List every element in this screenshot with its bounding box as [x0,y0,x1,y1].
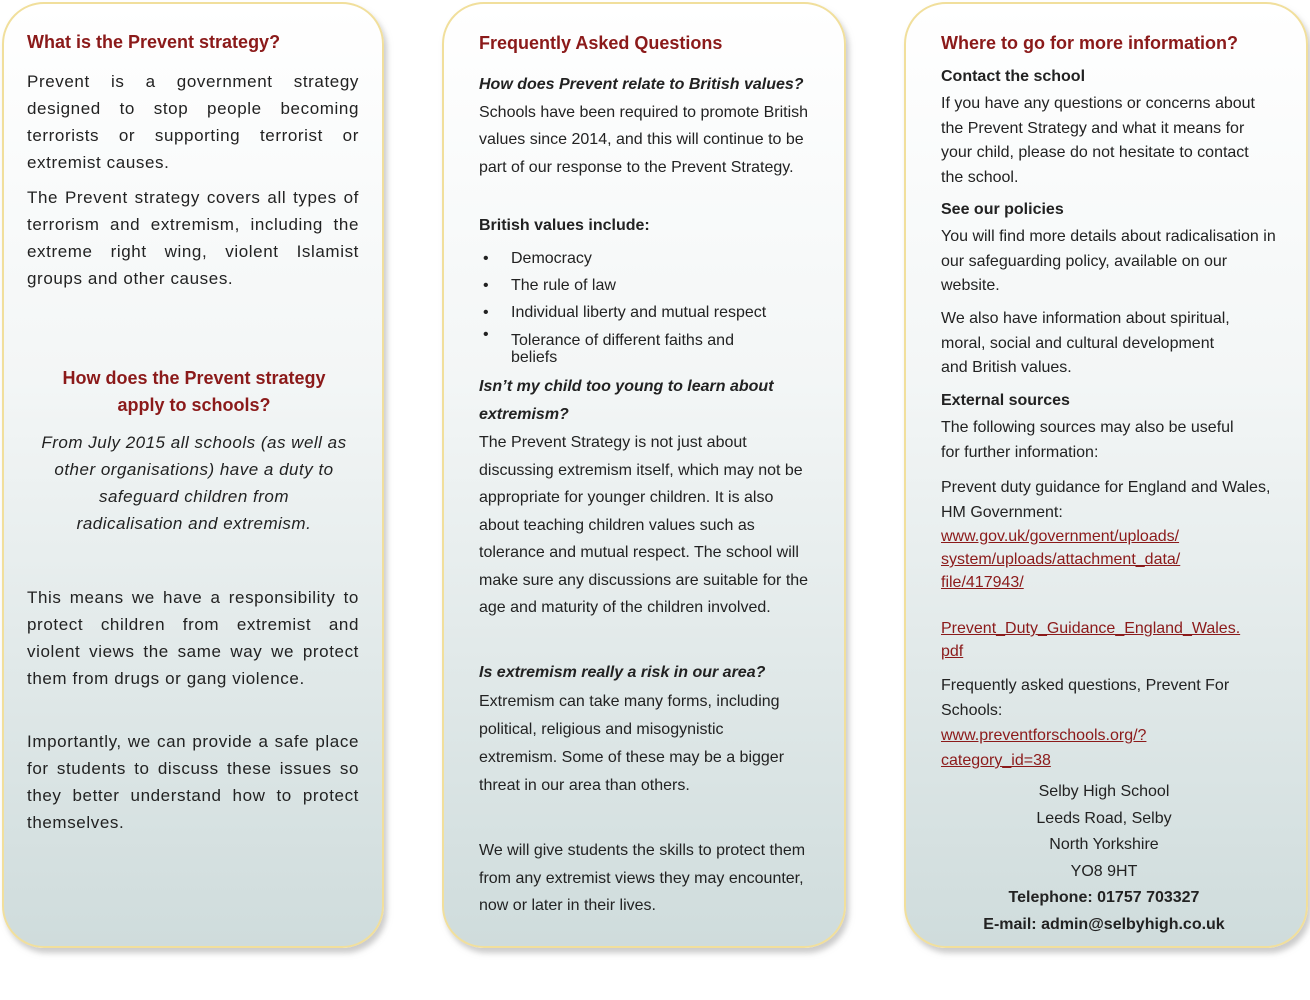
faq-question-risk: Is extremism really a risk in our area? [479,664,766,681]
british-values-list [479,245,819,366]
heading-line: How does the Prevent strategy [62,368,326,388]
italic-statement [4,429,384,537]
paragraph-responsibility: This means we have a responsibility to protect children from extremist and violent views the same way we protect them from drugs or gang violence. [27,588,359,688]
heading-line: apply to schools? [117,395,271,415]
school-address [906,779,1302,938]
heading-apply-to-schools [4,365,384,419]
link-line[interactable]: file/417943/ [941,574,1024,591]
panel-faq [442,2,846,948]
address-line: North Yorkshire [1049,836,1159,853]
policies-text-smsc: We also have information about spiritual, moral, social and cultural development and British values. [941,310,1230,376]
policies-title: See our policies [941,201,1064,218]
heading-more-information: Where to go for more information? [941,33,1238,53]
british-values-heading: British values include: [479,217,650,234]
link-line[interactable]: www.gov.uk/government/uploads/ [941,528,1180,545]
faq-question-british-values: How does Prevent relate to British values? [479,76,804,93]
external-sources-text: The following sources may also be useful for further information: [941,419,1234,461]
email: E-mail: admin@selbyhigh.co.uk [983,915,1225,933]
link-line[interactable]: system/uploads/attachment_data/ [941,551,1181,568]
list-item: • Individual liberty and mutual respect [479,299,819,326]
faq-answer-too-young: The Prevent Strategy is not just about discussing extremism itself, which may not be appropriate for younger children. It is also about teaching children values such as tolerance and mutual respect. The school will make sure any discussions are suitable for the age and maturity of the children involved. [479,434,809,616]
panel-more-information [904,2,1308,948]
list-item: • Tolerance of different faiths and beliefs [479,326,771,366]
italic-line: safeguard children from [98,487,290,506]
paragraph-prevent-definition: Prevent is a government strategy designed to stop people becoming terrorists or supporting terrorist or extremist causes. [27,72,359,172]
paragraph-safe-place: Importantly, we can provide a safe place for students to discuss these issues so they better understand how to protect themselves. [27,732,359,832]
link-guidance-pdf[interactable] [941,617,1281,663]
link-line[interactable]: Prevent_Duty_Guidance_England_Wales. [941,620,1241,637]
italic-line: radicalisation and extremism. [76,514,312,533]
link-gov-uk-guidance[interactable] [941,525,1271,594]
list-item: • The rule of law [479,272,819,299]
heading-faq: Frequently Asked Questions [479,33,723,53]
address-line: YO8 9HT [1070,862,1138,880]
contact-school-text: If you have any questions or concerns about the Prevent Strategy and what it means for your child, please do not hesitate to contact the school. [941,95,1255,186]
heading-what-is-prevent: What is the Prevent strategy? [27,32,281,52]
policies-text: You will find more details about radicalisation in our safeguarding policy, available on our website. [941,228,1276,294]
paragraph-prevent-coverage: The Prevent strategy covers all types of terrorism and extremism, including the extreme right wing, violent Islamist groups and other causes. [27,188,359,288]
link-line[interactable]: category_id=38 [941,752,1051,769]
faq-answer-skills: We will give students the skills to protect them from any extremist views they may encounter, now or later in their lives. [479,842,806,914]
faq-answer-british-values [479,71,809,181]
faq-answer-text: Schools have been required to promote British values since 2014, and this will continue to be part of our response to the Prevent Strategy. [479,103,809,176]
italic-line: From July 2015 all schools (as well as [41,433,347,452]
faq-sources-text: Frequently asked questions, Prevent For Schools: [941,677,1230,719]
faq-answer-risk: Extremism can take many forms, including political, religious and misogynistic extremism. Some of these may be a bigger threat in our area than others. [479,693,785,794]
external-sources-title: External sources [941,392,1070,409]
contact-school-title: Contact the school [941,68,1086,85]
guidance-text: Prevent duty guidance for England and Wales, HM Government: [941,479,1271,521]
panel-prevent-strategy [2,2,384,948]
list-item: • Democracy [479,245,819,272]
address-line: Selby High School [1038,783,1170,800]
telephone: Telephone: 01757 703327 [1008,889,1200,906]
italic-line: other organisations) have a duty to [54,460,334,479]
link-prevent-for-schools[interactable] [941,723,1271,773]
link-line[interactable]: www.preventforschools.org/? [941,727,1147,744]
address-line: Leeds Road, Selby [1036,809,1172,827]
link-line[interactable]: pdf [941,643,964,660]
faq-question-too-young: Isn’t my child too young to learn about extremism? [479,378,774,423]
